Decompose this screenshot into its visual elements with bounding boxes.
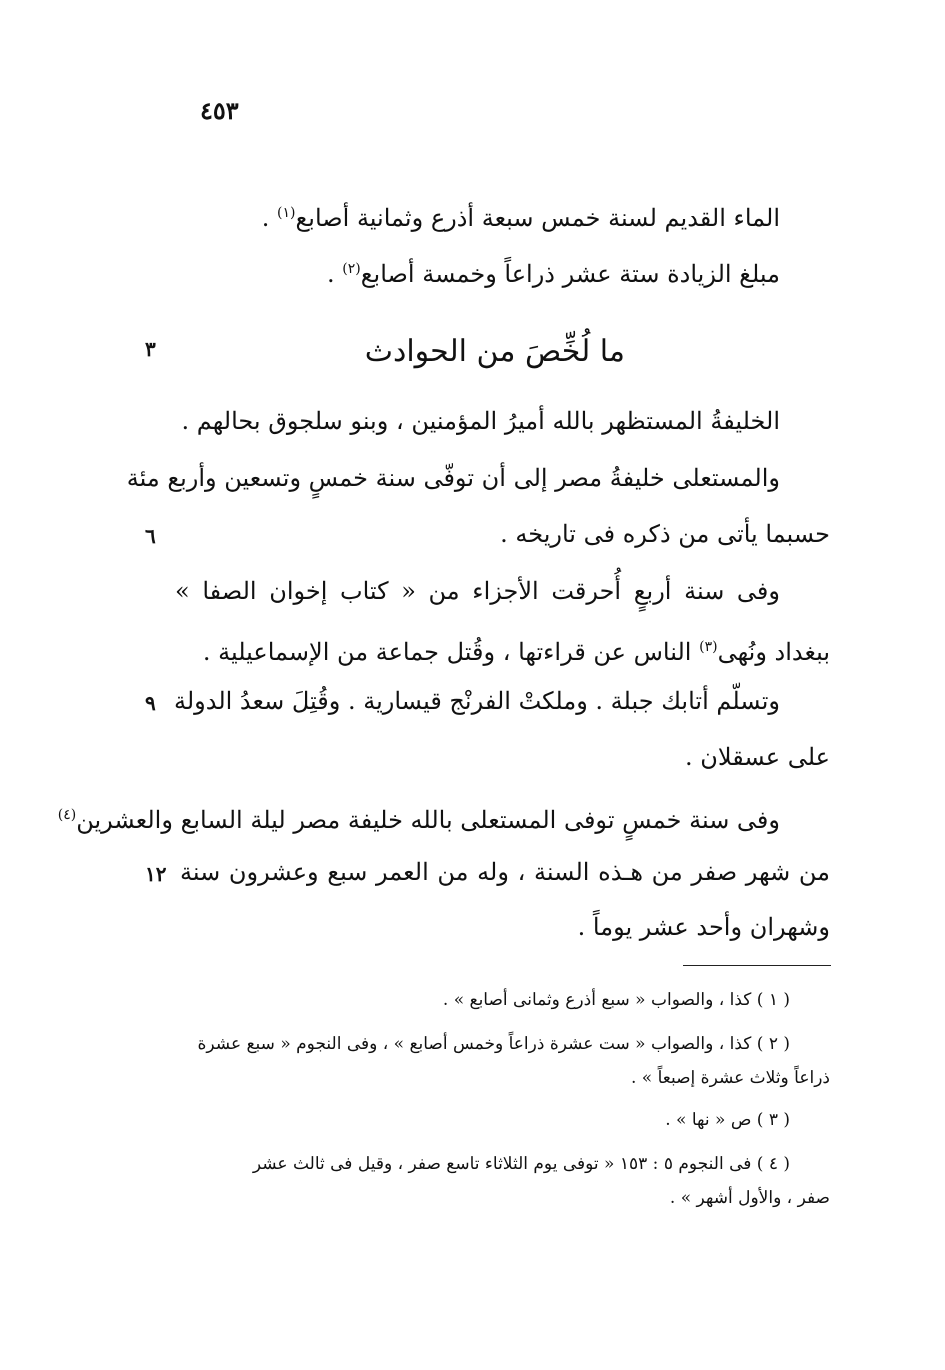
text-line: حسبما يأتى من ذكره فى تاريخه .: [500, 520, 830, 548]
text-line: الخليفةُ المستظهر بالله أميرُ المؤمنين ، وبنو سلجوق بحالهم .: [181, 407, 780, 435]
footnote: صفر ، والأول أشهر » .: [669, 1188, 830, 1208]
section-heading: ما لُخِّصَ من الحوادث: [364, 334, 625, 369]
footnote-divider: [683, 965, 831, 966]
page-number: ٤٥٣: [200, 96, 239, 125]
text-line: من شهر صفر من هـذه السنة ، وله من العمر سبع وعشرون سنة: [180, 858, 830, 886]
footnote: ذراعاً وثلاث عشرة إصبعاً » .: [630, 1068, 830, 1088]
text-line: على عسقلان .: [685, 743, 830, 771]
footnote-ref: (٤): [57, 807, 77, 823]
text-line: والمستعلى خليفةُ مصر إلى أن توفّى سنة خمسٍ وتسعين وأربع مئة: [126, 464, 780, 492]
footnote: ( ٤ ) فى النجوم ٥ : ١٥٣ « توفى يوم الثلاثاء تاسع صفر ، وقيل فى ثالث عشر: [252, 1154, 790, 1174]
line-number: ١٢: [145, 862, 167, 886]
text-line: مبلغ الزيادة ستة عشر ذراعاً وخمسة أصابع$^{(٢)}$ .: [327, 260, 780, 288]
line-number: ٣: [145, 337, 156, 361]
text-line: ببغداد ونُهى$^{(٣)}$ الناس عن قراءتها ، وقُتل جماعة من الإسماعيلية .: [202, 638, 830, 666]
footnote-ref: (١): [277, 205, 296, 221]
footnote: ( ١ ) كذا ، والصواب « سبع أذرع وثمانى أصابع » .: [442, 990, 790, 1010]
text-line: الماء القديم لسنة خمس سبعة أذرع وثمانية أصابع$^{(١)}$ .: [261, 204, 780, 232]
footnote: ( ٣ ) ص « نها » .: [665, 1110, 790, 1130]
text-line: وتسلّم أتابك جبلة . وملكتْ الفرنْج قيسارية . وقُتِلَ سعدُ الدولة: [173, 687, 780, 715]
footnote: ( ٢ ) كذا ، والصواب « ست عشرة ذراعاً وخمس أصابع » ، وفى النجوم « سبع عشرة: [197, 1034, 790, 1054]
text-line: وفى سنة أربعٍ أُحرقت الأجزاء من « كتاب إخوان الصفا »: [175, 577, 780, 605]
line-number: ٩: [145, 691, 156, 715]
text-line: وفى سنة خمسٍ توفى المستعلى بالله خليفة مصر ليلة السابع والعشرين$^{(٤)}$: [57, 806, 780, 834]
text-line: وشهران وأحد عشر يوماً .: [577, 913, 830, 941]
footnote-ref: (٢): [342, 261, 361, 277]
footnote-ref: (٣): [699, 639, 718, 655]
line-number: ٦: [145, 524, 156, 548]
